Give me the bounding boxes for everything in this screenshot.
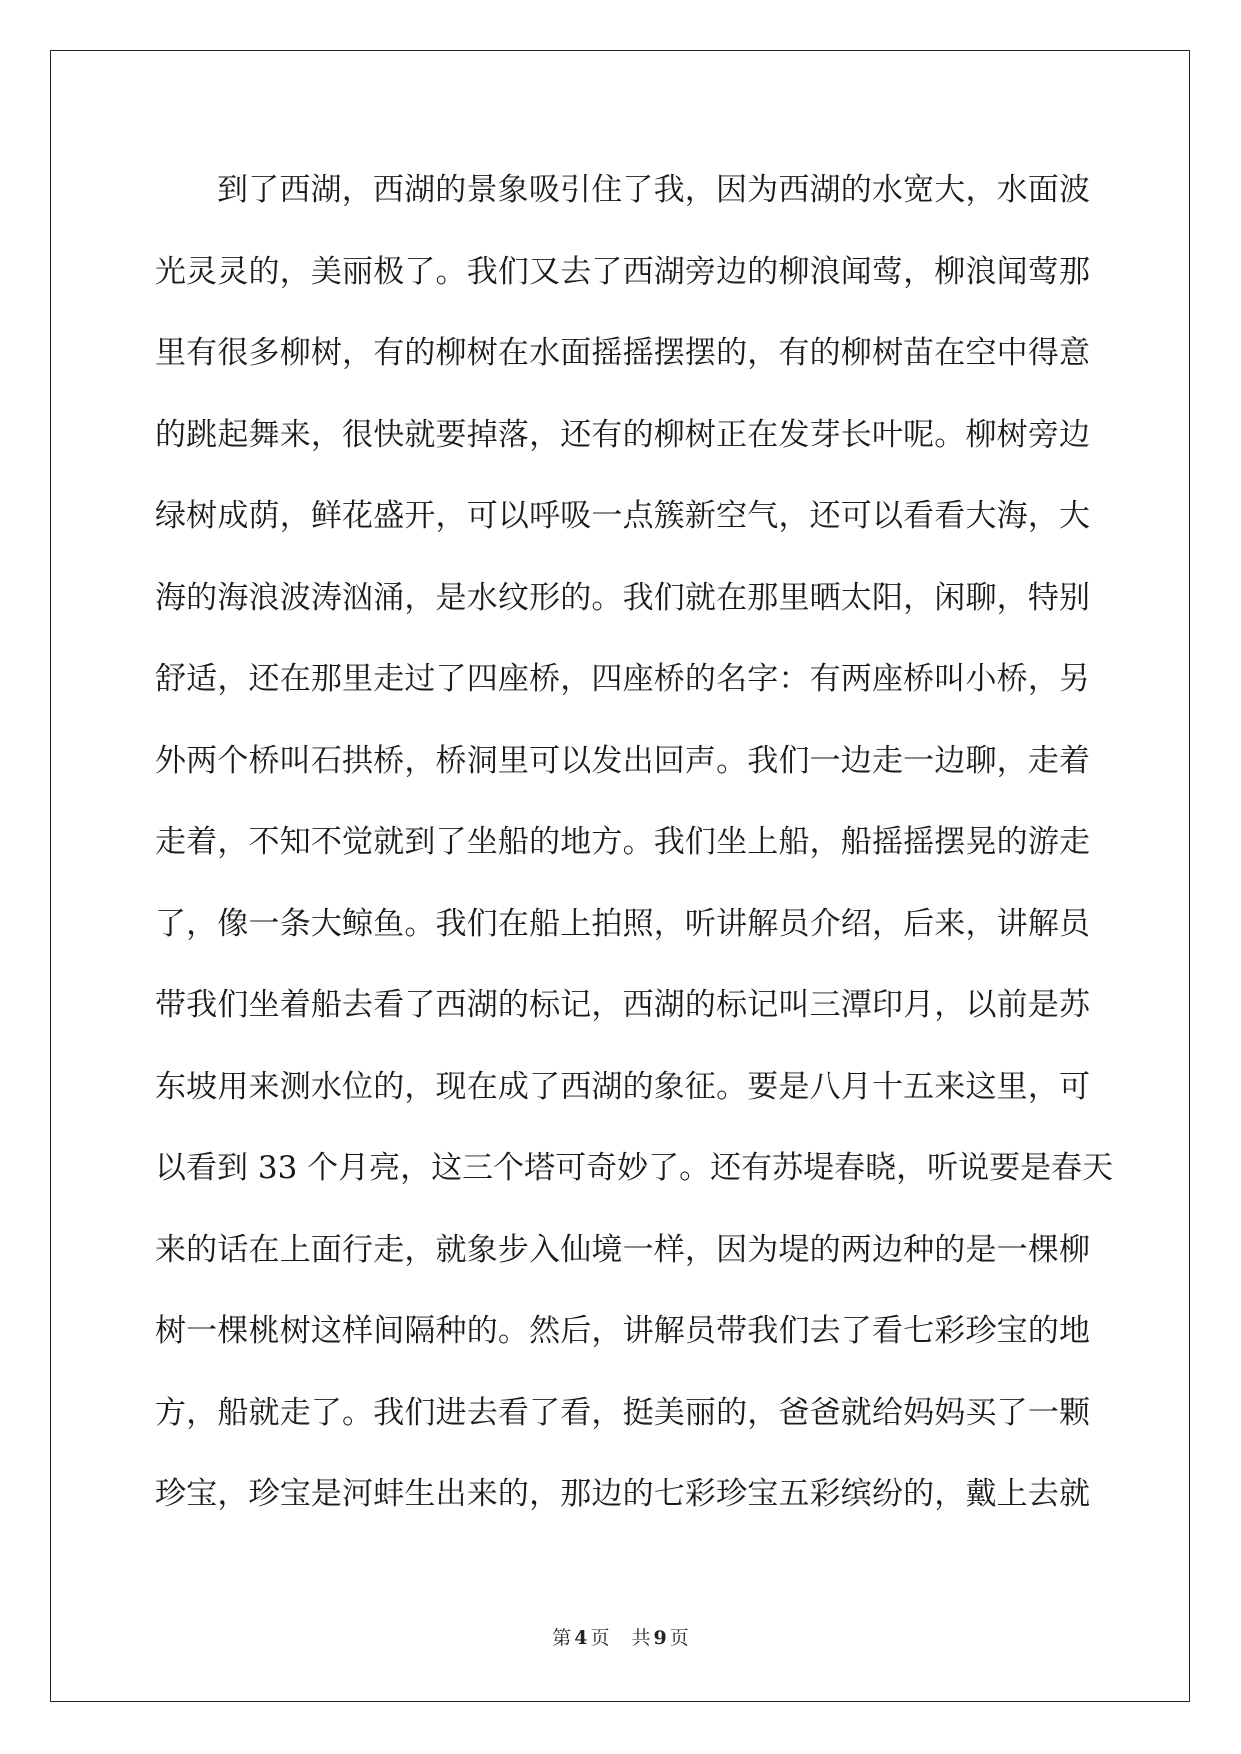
text-line: 到了西湖，西湖的景象吸引住了我，因为西湖的水宽大，水面波 <box>217 172 1090 208</box>
text-line: 珍宝，珍宝是河蚌生出来的，那边的七彩珍宝五彩缤纷的，戴上去就 <box>155 1476 1090 1512</box>
text-line: 绿树成荫，鲜花盛开，可以呼吸一点簇新空气，还可以看看大海，大 <box>155 498 1090 534</box>
body-text <box>155 160 1114 1546</box>
text-line: 海的海浪波涛汹涌，是水纹形的。我们就在那里晒太阳，闲聊，特别 <box>155 579 1090 616</box>
text-line: 舒适，还在那里走过了四座桥，四座桥的名字：有两座桥叫小桥，另 <box>155 661 1090 697</box>
total-page-number: 9 <box>653 1627 667 1649</box>
text-line: 带我们坐着船去看了西湖的标记，西湖的标记叫三潭印月，以前是苏 <box>155 987 1090 1023</box>
text-line: 走着，不知不觉就到了坐船的地方。我们坐上船，船摇摇摆晃的游走 <box>155 824 1090 860</box>
text-line: 外两个桥叫石拱桥，桥洞里可以发出回声。我们一边走一边聊，走着 <box>155 742 1090 779</box>
text-line: 的跳起舞来，很快就要掉落，还有的柳树正在发芽长叶呢。柳树旁边 <box>155 416 1090 453</box>
text-line: 方，船就走了。我们进去看了看，挺美丽的，爸爸就给妈妈买了一颗 <box>155 1394 1090 1431</box>
page-suffix: 页 <box>590 1627 610 1649</box>
total-suffix: 页 <box>669 1627 689 1649</box>
text-line: 以看到 33 个月亮，这三个塔可奇妙了。还有苏堤春晓，听说要是春天 <box>155 1150 1114 1186</box>
page-footer <box>0 1626 1241 1650</box>
text-line: 了，像一条大鲸鱼。我们在船上拍照，听讲解员介绍，后来，讲解员 <box>155 905 1090 942</box>
text-line: 光灵灵的，美丽极了。我们又去了西湖旁边的柳浪闻莺，柳浪闻莺那 <box>155 253 1090 290</box>
text-line: 树一棵桃树这样间隔种的。然后，讲解员带我们去了看七彩珍宝的地 <box>155 1313 1090 1349</box>
text-line: 来的话在上面行走，就象步入仙境一样，因为堤的两边种的是一棵柳 <box>155 1231 1090 1268</box>
page-prefix: 第 <box>552 1627 572 1649</box>
text-line: 东坡用来测水位的，现在成了西湖的象征。要是八月十五来这里，可 <box>155 1068 1090 1105</box>
total-prefix: 共 <box>631 1627 651 1649</box>
current-page-number: 4 <box>574 1627 588 1649</box>
text-line: 里有很多柳树，有的柳树在水面摇摇摆摆的，有的柳树苗在空中得意 <box>155 335 1090 371</box>
